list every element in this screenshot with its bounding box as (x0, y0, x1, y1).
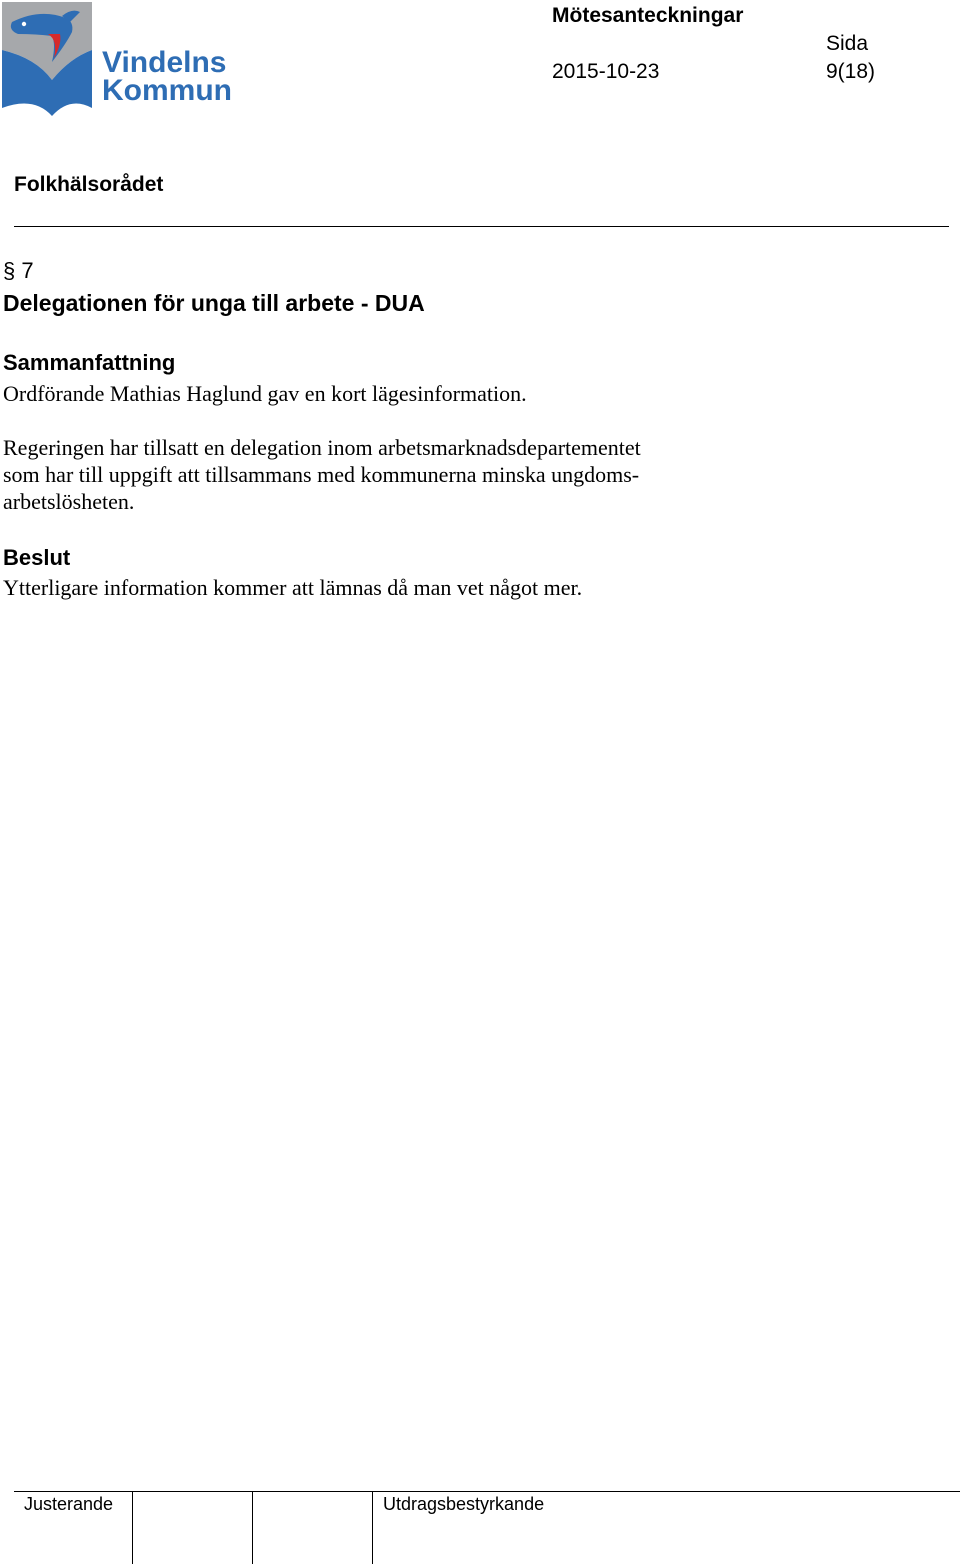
footer-divider (14, 1491, 960, 1492)
section-number: § 7 (3, 258, 34, 283)
utdragsbestyrkande-label: Utdragsbestyrkande (383, 1494, 545, 1514)
section-title: Delegationen för unga till arbete - DUA (3, 290, 425, 316)
logo-text-line1: Vindelns (102, 46, 227, 79)
committee-name: Folkhälsorådet (14, 173, 164, 196)
body-line: arbetslösheten. (3, 489, 135, 514)
decision-paragraph: Ytterligare information kommer att lämnas då man vet något mer. (3, 575, 583, 600)
page-label: Sida (826, 32, 869, 55)
document-date: 2015-10-23 (552, 60, 660, 83)
signature-box-divider (372, 1491, 373, 1564)
body-line: som har till uppgift att tillsammans med kommunerna minska ungdoms- (3, 462, 640, 487)
header-divider (14, 226, 949, 227)
summary-paragraph: Ordförande Mathias Haglund gav en kort lägesinformation. (3, 381, 527, 406)
signature-box-divider (132, 1491, 133, 1564)
body-line: Regeringen har tillsatt en delegation inom arbetsmarknadsdepartementet (3, 435, 641, 460)
justerande-label: Justerande (24, 1494, 114, 1514)
page-number: 9(18) (826, 60, 876, 83)
body-paragraph (3, 434, 803, 515)
document-type: Mötesanteckningar (552, 4, 744, 27)
decision-heading: Beslut (3, 545, 71, 570)
logo-text-line2: Kommun (102, 74, 232, 107)
signature-box-divider (252, 1491, 253, 1564)
summary-heading: Sammanfattning (3, 350, 176, 375)
vindeln-kommun-logo (0, 0, 245, 118)
